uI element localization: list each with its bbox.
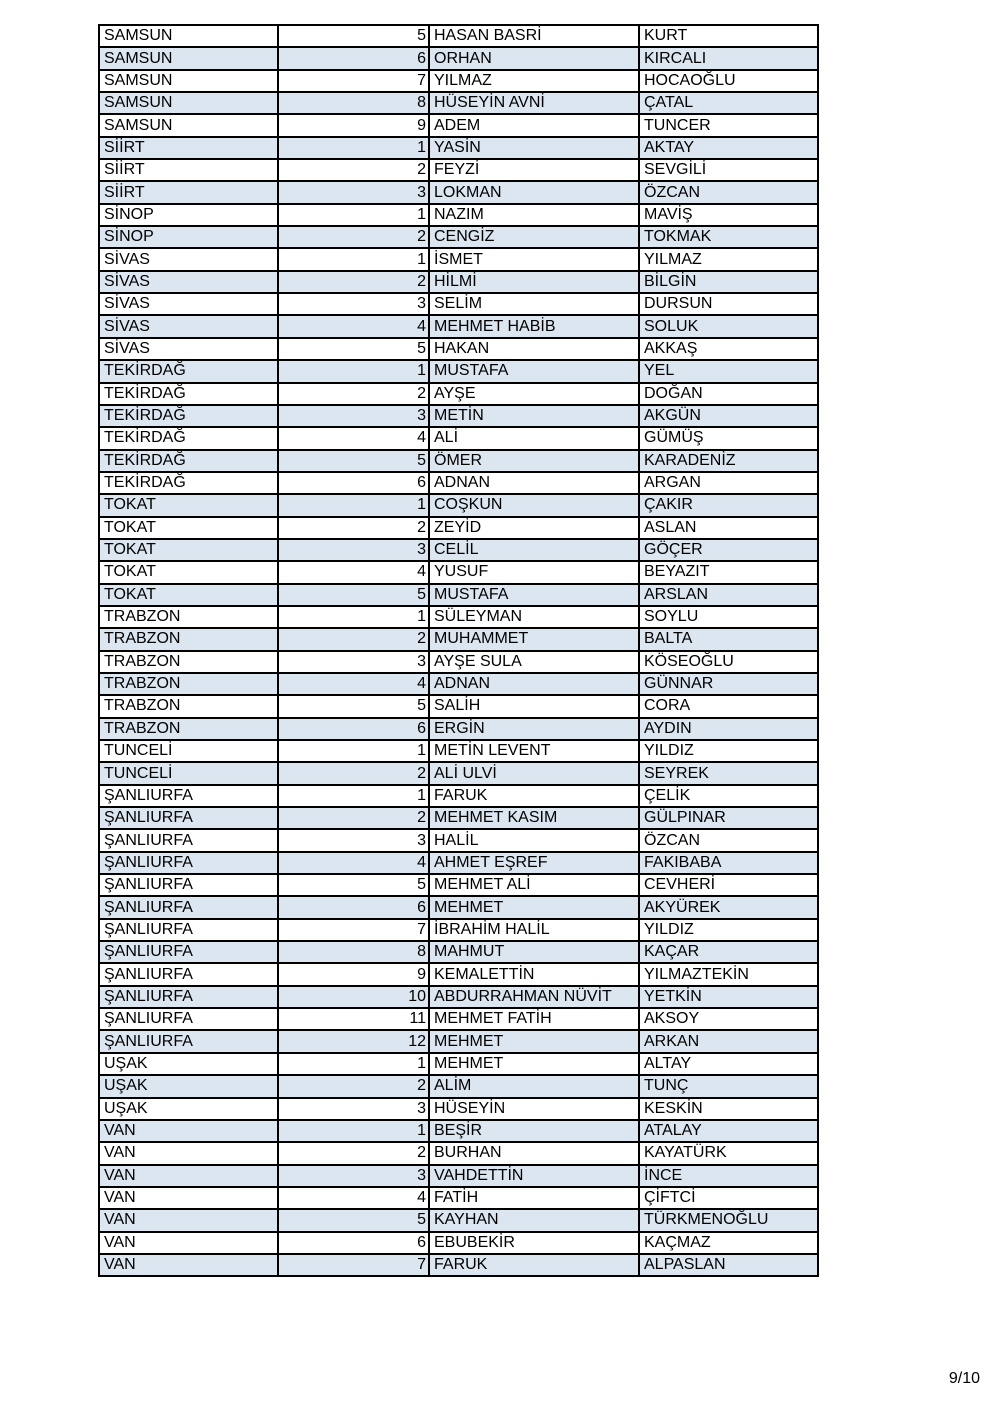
table-row	[99, 181, 818, 203]
table-row	[99, 271, 818, 293]
first-name-cell: BURHAN	[429, 1142, 639, 1164]
first-name-cell: HÜSEYİN	[429, 1098, 639, 1120]
last-name-cell: HOCAOĞLU	[639, 70, 818, 92]
province-cell: VAN	[99, 1254, 278, 1276]
province-cell: TEKİRDAĞ	[99, 472, 278, 494]
last-name-cell: KÖSEOĞLU	[639, 651, 818, 673]
last-name-cell: ARSLAN	[639, 584, 818, 606]
first-name-cell: HAKAN	[429, 338, 639, 360]
rank-cell: 5	[278, 1209, 429, 1231]
rank-cell: 1	[278, 360, 429, 382]
last-name-cell: AKSOY	[639, 1008, 818, 1030]
table-row	[99, 718, 818, 740]
rank-cell: 1	[278, 785, 429, 807]
rank-cell: 9	[278, 114, 429, 136]
last-name-cell: ÇATAL	[639, 92, 818, 114]
table-row	[99, 584, 818, 606]
first-name-cell: FEYZİ	[429, 159, 639, 181]
first-name-cell: EBUBEKİR	[429, 1232, 639, 1254]
last-name-cell: KARADENİZ	[639, 450, 818, 472]
province-cell: ŞANLIURFA	[99, 852, 278, 874]
province-cell: TEKİRDAĞ	[99, 450, 278, 472]
province-cell: SİNOP	[99, 204, 278, 226]
last-name-cell: ALTAY	[639, 1053, 818, 1075]
table-row	[99, 785, 818, 807]
province-cell: TEKİRDAĞ	[99, 427, 278, 449]
rank-cell: 5	[278, 450, 429, 472]
first-name-cell: ERGİN	[429, 718, 639, 740]
last-name-cell: AKYÜREK	[639, 896, 818, 918]
first-name-cell: ZEYİD	[429, 517, 639, 539]
first-name-cell: MAHMUT	[429, 941, 639, 963]
province-cell: ŞANLIURFA	[99, 963, 278, 985]
last-name-cell: DURSUN	[639, 293, 818, 315]
table-row	[99, 92, 818, 114]
province-cell: SAMSUN	[99, 25, 278, 47]
province-cell: UŞAK	[99, 1053, 278, 1075]
rank-cell: 6	[278, 1232, 429, 1254]
rank-cell: 5	[278, 695, 429, 717]
table-row	[99, 986, 818, 1008]
last-name-cell: YILDIZ	[639, 740, 818, 762]
province-cell: TEKİRDAĞ	[99, 383, 278, 405]
province-cell: ŞANLIURFA	[99, 896, 278, 918]
rank-cell: 3	[278, 293, 429, 315]
rank-cell: 7	[278, 1254, 429, 1276]
first-name-cell: MUSTAFA	[429, 360, 639, 382]
last-name-cell: ÇAKIR	[639, 494, 818, 516]
rank-cell: 1	[278, 1120, 429, 1142]
table-row	[99, 651, 818, 673]
first-name-cell: İSMET	[429, 248, 639, 270]
table-row	[99, 1120, 818, 1142]
province-cell: TOKAT	[99, 584, 278, 606]
table-row	[99, 114, 818, 136]
table-row	[99, 383, 818, 405]
last-name-cell: ASLAN	[639, 517, 818, 539]
last-name-cell: DOĞAN	[639, 383, 818, 405]
table-body	[99, 25, 818, 1276]
table-row	[99, 70, 818, 92]
table-row	[99, 494, 818, 516]
province-cell: SİVAS	[99, 271, 278, 293]
rank-cell: 4	[278, 315, 429, 337]
table-row	[99, 874, 818, 896]
table-row	[99, 941, 818, 963]
last-name-cell: YEL	[639, 360, 818, 382]
first-name-cell: ADEM	[429, 114, 639, 136]
first-name-cell: CENGİZ	[429, 226, 639, 248]
rank-cell: 10	[278, 986, 429, 1008]
first-name-cell: ADNAN	[429, 673, 639, 695]
last-name-cell: CEVHERİ	[639, 874, 818, 896]
province-cell: ŞANLIURFA	[99, 829, 278, 851]
rank-cell: 5	[278, 584, 429, 606]
last-name-cell: FAKIBABA	[639, 852, 818, 874]
first-name-cell: YUSUF	[429, 561, 639, 583]
table-row	[99, 137, 818, 159]
rank-cell: 1	[278, 137, 429, 159]
table-row	[99, 204, 818, 226]
rank-cell: 1	[278, 248, 429, 270]
province-cell: UŞAK	[99, 1075, 278, 1097]
province-cell: ŞANLIURFA	[99, 941, 278, 963]
province-cell: SİİRT	[99, 181, 278, 203]
province-cell: SAMSUN	[99, 92, 278, 114]
rank-cell: 2	[278, 226, 429, 248]
province-cell: VAN	[99, 1165, 278, 1187]
table-row	[99, 315, 818, 337]
table-row	[99, 762, 818, 784]
rank-cell: 2	[278, 628, 429, 650]
rank-cell: 4	[278, 673, 429, 695]
rank-cell: 1	[278, 494, 429, 516]
last-name-cell: SEYREK	[639, 762, 818, 784]
province-cell: TRABZON	[99, 606, 278, 628]
last-name-cell: SOLUK	[639, 315, 818, 337]
rank-cell: 3	[278, 181, 429, 203]
table-row	[99, 1254, 818, 1276]
rank-cell: 3	[278, 405, 429, 427]
province-cell: TRABZON	[99, 651, 278, 673]
rank-cell: 2	[278, 1142, 429, 1164]
last-name-cell: AKTAY	[639, 137, 818, 159]
first-name-cell: VAHDETTİN	[429, 1165, 639, 1187]
table-row	[99, 1098, 818, 1120]
first-name-cell: CELİL	[429, 539, 639, 561]
first-name-cell: AYŞE SULA	[429, 651, 639, 673]
rank-cell: 6	[278, 896, 429, 918]
rank-cell: 9	[278, 963, 429, 985]
last-name-cell: ATALAY	[639, 1120, 818, 1142]
last-name-cell: ARKAN	[639, 1030, 818, 1052]
last-name-cell: İNCE	[639, 1165, 818, 1187]
rank-cell: 2	[278, 517, 429, 539]
table-row	[99, 1187, 818, 1209]
province-cell: TRABZON	[99, 718, 278, 740]
last-name-cell: KURT	[639, 25, 818, 47]
first-name-cell: METİN	[429, 405, 639, 427]
province-cell: SİİRT	[99, 137, 278, 159]
rank-cell: 2	[278, 1075, 429, 1097]
table-row	[99, 852, 818, 874]
table-row	[99, 829, 818, 851]
first-name-cell: ALİ	[429, 427, 639, 449]
first-name-cell: ALİM	[429, 1075, 639, 1097]
table-row	[99, 159, 818, 181]
table-row	[99, 226, 818, 248]
rank-cell: 4	[278, 561, 429, 583]
first-name-cell: HÜSEYİN AVNİ	[429, 92, 639, 114]
last-name-cell: AKGÜN	[639, 405, 818, 427]
table-row	[99, 1053, 818, 1075]
last-name-cell: KESKİN	[639, 1098, 818, 1120]
province-cell: ŞANLIURFA	[99, 807, 278, 829]
last-name-cell: SOYLU	[639, 606, 818, 628]
last-name-cell: ÖZCAN	[639, 181, 818, 203]
table-row	[99, 919, 818, 941]
first-name-cell: FARUK	[429, 1254, 639, 1276]
province-cell: SİVAS	[99, 315, 278, 337]
last-name-cell: KIRCALI	[639, 47, 818, 69]
first-name-cell: AHMET EŞREF	[429, 852, 639, 874]
rank-cell: 3	[278, 829, 429, 851]
first-name-cell: SALİH	[429, 695, 639, 717]
table-row	[99, 1008, 818, 1030]
last-name-cell: MAVİŞ	[639, 204, 818, 226]
province-cell: TOKAT	[99, 494, 278, 516]
last-name-cell: KAÇAR	[639, 941, 818, 963]
table-row	[99, 427, 818, 449]
last-name-cell: YILMAZ	[639, 248, 818, 270]
first-name-cell: ALİ ULVİ	[429, 762, 639, 784]
first-name-cell: MEHMET FATİH	[429, 1008, 639, 1030]
last-name-cell: TÜRKMENOĞLU	[639, 1209, 818, 1231]
first-name-cell: KAYHAN	[429, 1209, 639, 1231]
rank-cell: 8	[278, 941, 429, 963]
last-name-cell: TUNCER	[639, 114, 818, 136]
table-row	[99, 1030, 818, 1052]
first-name-cell: SÜLEYMAN	[429, 606, 639, 628]
table-row	[99, 896, 818, 918]
first-name-cell: SELİM	[429, 293, 639, 315]
table-row	[99, 360, 818, 382]
first-name-cell: YASİN	[429, 137, 639, 159]
last-name-cell: ÇİFTCİ	[639, 1187, 818, 1209]
first-name-cell: MEHMET	[429, 1030, 639, 1052]
last-name-cell: ÖZCAN	[639, 829, 818, 851]
province-cell: SAMSUN	[99, 114, 278, 136]
first-name-cell: YILMAZ	[429, 70, 639, 92]
rank-cell: 1	[278, 740, 429, 762]
province-cell: SAMSUN	[99, 70, 278, 92]
last-name-cell: BİLGİN	[639, 271, 818, 293]
rank-cell: 3	[278, 1098, 429, 1120]
table-row	[99, 1142, 818, 1164]
rank-cell: 12	[278, 1030, 429, 1052]
province-cell: VAN	[99, 1142, 278, 1164]
rank-cell: 5	[278, 25, 429, 47]
first-name-cell: MEHMET HABİB	[429, 315, 639, 337]
last-name-cell: ALPASLAN	[639, 1254, 818, 1276]
last-name-cell: GÜLPINAR	[639, 807, 818, 829]
first-name-cell: KEMALETTİN	[429, 963, 639, 985]
first-name-cell: COŞKUN	[429, 494, 639, 516]
last-name-cell: TUNÇ	[639, 1075, 818, 1097]
first-name-cell: ORHAN	[429, 47, 639, 69]
first-name-cell: METİN LEVENT	[429, 740, 639, 762]
first-name-cell: HİLMİ	[429, 271, 639, 293]
table-row	[99, 1209, 818, 1231]
rank-cell: 1	[278, 1053, 429, 1075]
candidate-table	[98, 24, 819, 1277]
table-row	[99, 539, 818, 561]
rank-cell: 2	[278, 383, 429, 405]
rank-cell: 6	[278, 718, 429, 740]
first-name-cell: HALİL	[429, 829, 639, 851]
table-row	[99, 472, 818, 494]
last-name-cell: GÜMÜŞ	[639, 427, 818, 449]
rank-cell: 4	[278, 427, 429, 449]
last-name-cell: KAÇMAZ	[639, 1232, 818, 1254]
last-name-cell: SEVGİLİ	[639, 159, 818, 181]
rank-cell: 5	[278, 874, 429, 896]
table-row	[99, 695, 818, 717]
last-name-cell: YILMAZTEKİN	[639, 963, 818, 985]
first-name-cell: ÖMER	[429, 450, 639, 472]
last-name-cell: AKKAŞ	[639, 338, 818, 360]
province-cell: ŞANLIURFA	[99, 986, 278, 1008]
table-row	[99, 25, 818, 47]
first-name-cell: MUHAMMET	[429, 628, 639, 650]
province-cell: TOKAT	[99, 539, 278, 561]
table-row	[99, 517, 818, 539]
first-name-cell: FARUK	[429, 785, 639, 807]
province-cell: UŞAK	[99, 1098, 278, 1120]
last-name-cell: YILDIZ	[639, 919, 818, 941]
table-row	[99, 248, 818, 270]
last-name-cell: KAYATÜRK	[639, 1142, 818, 1164]
rank-cell: 3	[278, 539, 429, 561]
first-name-cell: BEŞİR	[429, 1120, 639, 1142]
province-cell: TUNCELİ	[99, 762, 278, 784]
province-cell: ŞANLIURFA	[99, 1030, 278, 1052]
province-cell: TEKİRDAĞ	[99, 405, 278, 427]
last-name-cell: YETKİN	[639, 986, 818, 1008]
table-row	[99, 561, 818, 583]
first-name-cell: MEHMET KASIM	[429, 807, 639, 829]
table-row	[99, 807, 818, 829]
rank-cell: 2	[278, 159, 429, 181]
table-row	[99, 740, 818, 762]
province-cell: SİVAS	[99, 293, 278, 315]
rank-cell: 7	[278, 919, 429, 941]
first-name-cell: LOKMAN	[429, 181, 639, 203]
province-cell: VAN	[99, 1187, 278, 1209]
rank-cell: 8	[278, 92, 429, 114]
rank-cell: 6	[278, 47, 429, 69]
table-row	[99, 1075, 818, 1097]
first-name-cell: MEHMET ALİ	[429, 874, 639, 896]
province-cell: VAN	[99, 1232, 278, 1254]
last-name-cell: ÇELİK	[639, 785, 818, 807]
table-row	[99, 450, 818, 472]
first-name-cell: ADNAN	[429, 472, 639, 494]
first-name-cell: HASAN BASRİ	[429, 25, 639, 47]
rank-cell: 11	[278, 1008, 429, 1030]
first-name-cell: NAZIM	[429, 204, 639, 226]
province-cell: ŞANLIURFA	[99, 919, 278, 941]
rank-cell: 6	[278, 472, 429, 494]
province-cell: SİNOP	[99, 226, 278, 248]
first-name-cell: FATİH	[429, 1187, 639, 1209]
province-cell: ŞANLIURFA	[99, 785, 278, 807]
province-cell: SİVAS	[99, 338, 278, 360]
rank-cell: 5	[278, 338, 429, 360]
last-name-cell: TOKMAK	[639, 226, 818, 248]
table-row	[99, 606, 818, 628]
province-cell: VAN	[99, 1209, 278, 1231]
province-cell: ŞANLIURFA	[99, 874, 278, 896]
table-row	[99, 1165, 818, 1187]
table-row	[99, 47, 818, 69]
first-name-cell: MEHMET	[429, 896, 639, 918]
table-row	[99, 338, 818, 360]
province-cell: TEKİRDAĞ	[99, 360, 278, 382]
table-row	[99, 405, 818, 427]
first-name-cell: MUSTAFA	[429, 584, 639, 606]
province-cell: TRABZON	[99, 673, 278, 695]
last-name-cell: AYDIN	[639, 718, 818, 740]
province-cell: TOKAT	[99, 517, 278, 539]
rank-cell: 2	[278, 807, 429, 829]
last-name-cell: ARGAN	[639, 472, 818, 494]
province-cell: ŞANLIURFA	[99, 1008, 278, 1030]
rank-cell: 1	[278, 606, 429, 628]
rank-cell: 2	[278, 762, 429, 784]
rank-cell: 3	[278, 651, 429, 673]
last-name-cell: GÖÇER	[639, 539, 818, 561]
table-row	[99, 673, 818, 695]
province-cell: SAMSUN	[99, 47, 278, 69]
first-name-cell: AYŞE	[429, 383, 639, 405]
rank-cell: 1	[278, 204, 429, 226]
province-cell: TUNCELİ	[99, 740, 278, 762]
table-row	[99, 1232, 818, 1254]
province-cell: TRABZON	[99, 695, 278, 717]
first-name-cell: İBRAHİM HALİL	[429, 919, 639, 941]
province-cell: TRABZON	[99, 628, 278, 650]
last-name-cell: GÜNNAR	[639, 673, 818, 695]
rank-cell: 2	[278, 271, 429, 293]
province-cell: VAN	[99, 1120, 278, 1142]
first-name-cell: MEHMET	[429, 1053, 639, 1075]
province-cell: SİİRT	[99, 159, 278, 181]
table-row	[99, 293, 818, 315]
last-name-cell: BEYAZIT	[639, 561, 818, 583]
province-cell: TOKAT	[99, 561, 278, 583]
rank-cell: 4	[278, 852, 429, 874]
province-cell: SİVAS	[99, 248, 278, 270]
rank-cell: 3	[278, 1165, 429, 1187]
table-row	[99, 628, 818, 650]
last-name-cell: CORA	[639, 695, 818, 717]
rank-cell: 4	[278, 1187, 429, 1209]
rank-cell: 7	[278, 70, 429, 92]
first-name-cell: ABDURRAHMAN NÜVİT	[429, 986, 639, 1008]
table-row	[99, 963, 818, 985]
page-number: 9/10	[948, 1370, 980, 1387]
last-name-cell: BALTA	[639, 628, 818, 650]
